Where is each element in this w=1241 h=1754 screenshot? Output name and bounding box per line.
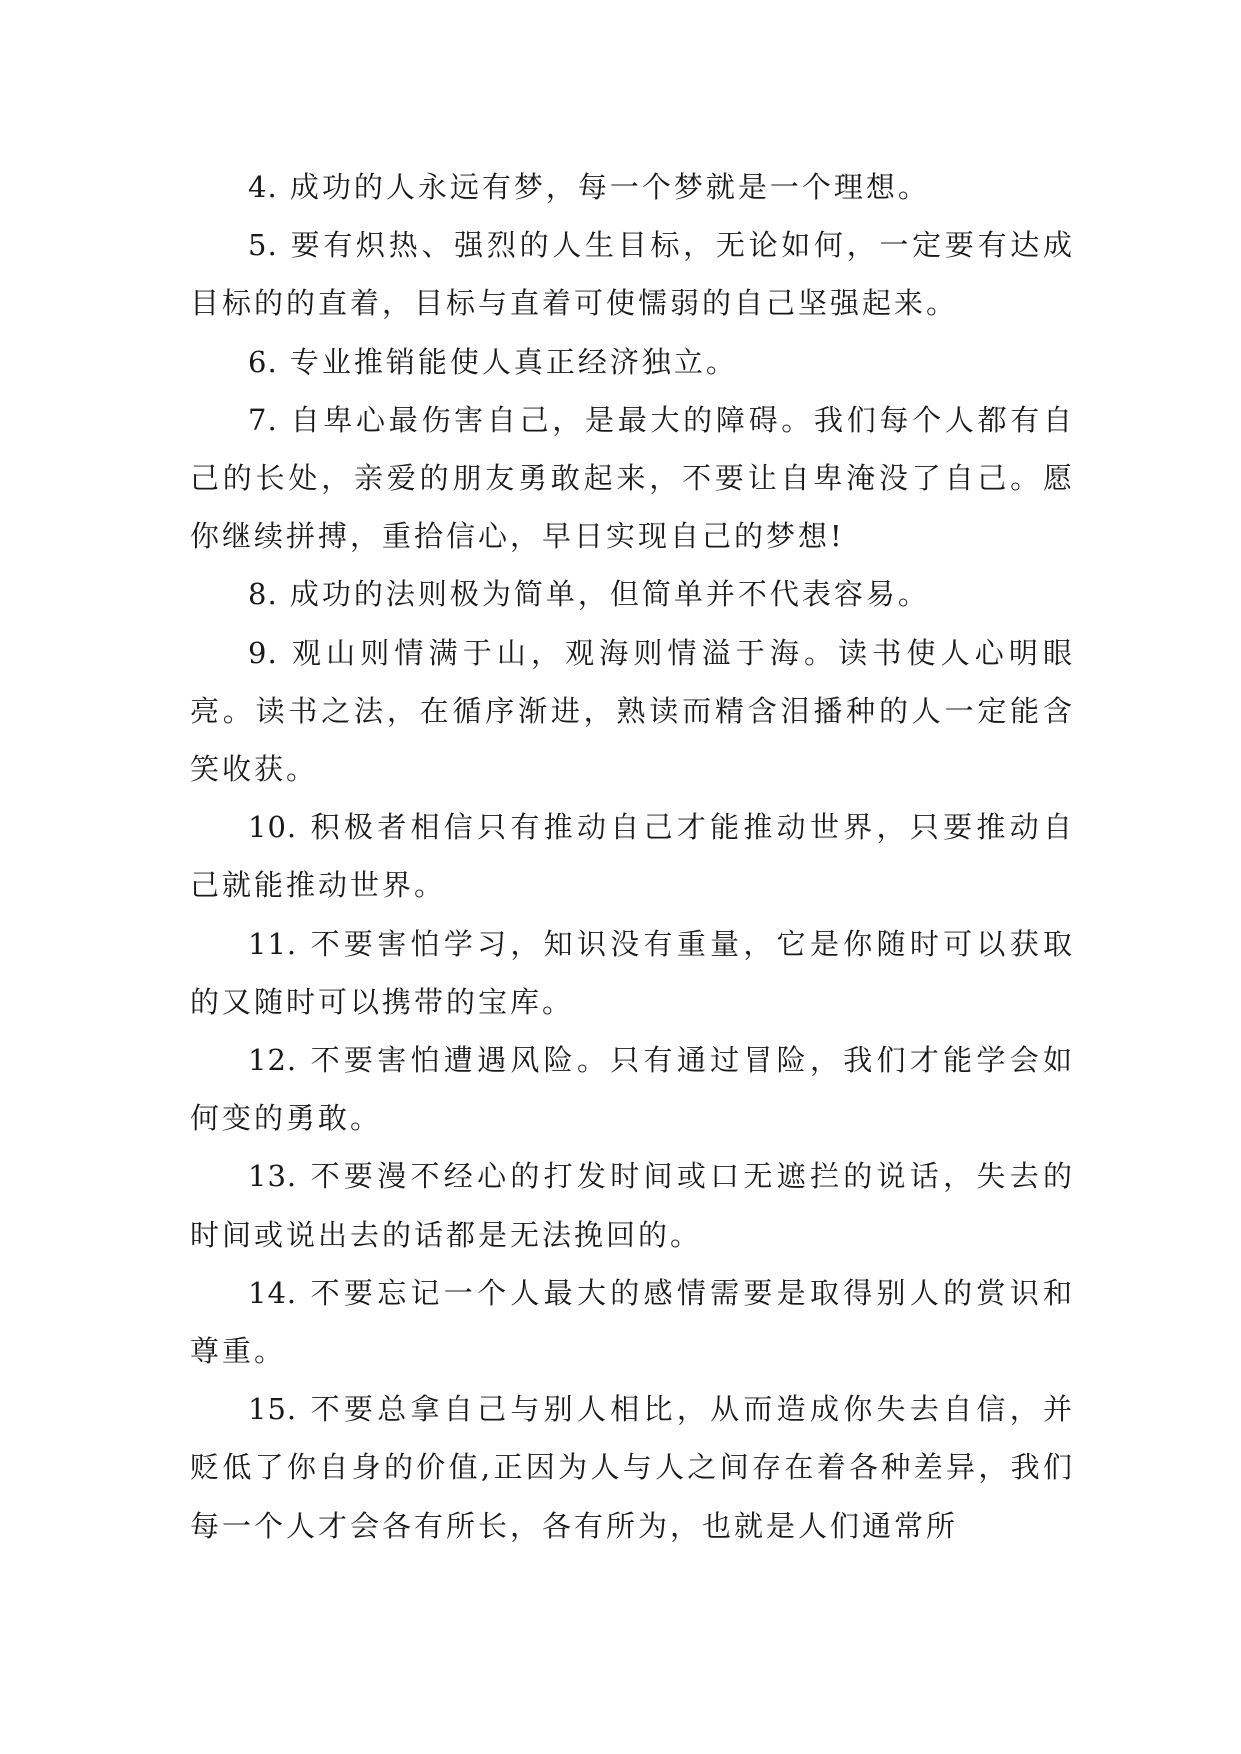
- paragraph-text: 不要害怕学习，知识没有重量，它是你随时可以获取的又随时可以携带的宝库。: [190, 926, 1075, 1019]
- item-number: 9.: [248, 635, 278, 670]
- item-number: 13.: [248, 1159, 298, 1194]
- paragraph-text: 观山则情满于山，观海则情溢于海。读书使人心明眼亮。读书之法，在循序渐进，熟读而精含泪播种的人一定能含笑收获。: [190, 635, 1075, 787]
- paragraph-4: [190, 158, 1075, 216]
- item-number: 8.: [248, 577, 278, 612]
- paragraph-9: [190, 624, 1075, 799]
- paragraph-text: 成功的人永远有梦，每一个梦就是一个理想。: [289, 170, 930, 204]
- paragraph-text: 不要总拿自己与别人相比，从而造成你失去自信，并贬低了你自身的价值,正因为人与人之间存在着各种差异，我们每一个人才会各有所长，各有所为，也就是人们通常所: [190, 1392, 1075, 1543]
- paragraph-12: [190, 1031, 1075, 1147]
- paragraph-text: 成功的法则极为简单，但简单并不代表容易。: [289, 577, 930, 612]
- paragraph-text: 不要害怕遭遇风险。只有通过冒险，我们才能学会如何变的勇敢。: [190, 1043, 1075, 1136]
- item-number: 15.: [248, 1392, 298, 1427]
- item-number: 7.: [248, 402, 278, 437]
- paragraph-14: [190, 1264, 1075, 1380]
- paragraph-7: [190, 391, 1075, 566]
- paragraph-text: 要有炽热、强烈的人生目标，无论如何，一定要有达成目标的的直着，目标与直着可使懦弱的自己坚强起来。: [190, 228, 1075, 321]
- document-body: [190, 158, 1075, 1555]
- paragraph-13: [190, 1147, 1075, 1263]
- item-number: 10.: [248, 810, 298, 845]
- item-number: 12.: [248, 1043, 298, 1078]
- paragraph-5: [190, 216, 1075, 332]
- item-number: 14.: [248, 1275, 298, 1310]
- paragraph-text: 自卑心最伤害自己，是最大的障碍。我们每个人都有自己的长处，亲爱的朋友勇敢起来，不要让自卑淹没了自己。愿你继续拼搏，重拾信心，早日实现自己的梦想!: [190, 402, 1075, 554]
- paragraph-15: [190, 1380, 1075, 1555]
- paragraph-text: 专业推销能使人真正经济独立。: [289, 344, 738, 379]
- paragraph-8: [190, 565, 1075, 623]
- item-number: 11.: [248, 926, 298, 961]
- paragraph-11: [190, 915, 1075, 1031]
- item-number: 5.: [248, 228, 278, 263]
- paragraph-text: 积极者相信只有推动自己才能推动世界，只要推动自己就能推动世界。: [190, 810, 1075, 903]
- paragraph-text: 不要漫不经心的打发时间或口无遮拦的说话，失去的时间或说出去的话都是无法挽回的。: [190, 1159, 1075, 1252]
- paragraph-10: [190, 798, 1075, 914]
- item-number: 4.: [248, 170, 278, 204]
- paragraph-text: 不要忘记一个人最大的感情需要是取得别人的赏识和尊重。: [190, 1275, 1075, 1369]
- item-number: 6.: [248, 344, 278, 379]
- paragraph-6: [190, 333, 1075, 391]
